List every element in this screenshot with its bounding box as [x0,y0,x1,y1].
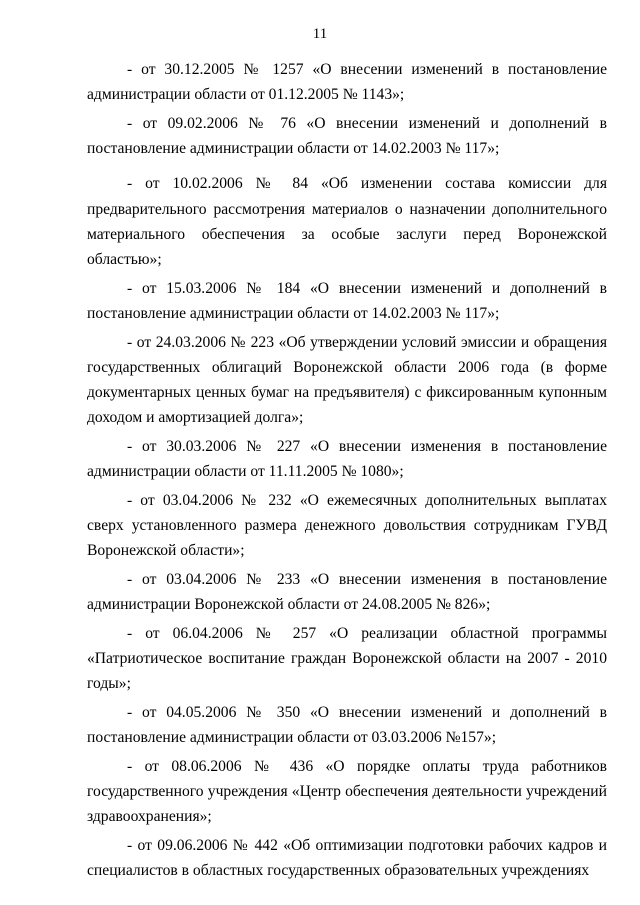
paragraph-9: - от 06.04.2006 № 257 «О реализации областной программы «Патриотическое воспитание граждан Воронежской области на 2007 - 2010 годы»; [87,624,607,693]
paragraph-10: - от 04.05.2006 № 350 «О внесении изменений и дополнений в постановление администрации области от 03.03.2006 №157»; [87,703,607,747]
paragraph-12: - от 09.06.2006 № 442 «Об оптимизации подготовки рабочих кадров и специалистов в областных государственных образовательных учреждениях [87,836,607,880]
page-number: 11 [312,26,328,42]
paragraph-11: - от 08.06.2006 № 436 «О порядке оплаты труда работников государственного учреждения «Центр обеспечения деятельности учреждений здравоохранения»; [87,757,607,826]
document-body [87,57,607,883]
paragraph-5: - от 24.03.2006 № 223 «Об утверждении условий эмиссии и обращения государственных облигаций Воронежской области 2006 года (в форме документарных ценных бумаг на предъявителя) с фиксированным купонным доходом и амортизацией долга»; [87,333,607,427]
paragraph-6: - от 30.03.2006 № 227 «О внесении изменения в постановление администрации области от 11.11.2005 № 1080»; [87,437,607,481]
paragraph-2: - от 09.02.2006 № 76 «О внесении изменений и дополнений в постановление администрации области от 14.02.2003 № 117»; [87,114,607,158]
paragraph-3: - от 10.02.2006 № 84 «Об изменении состава комиссии для предварительного рассмотрения материалов о назначении дополнительного материального обеспечения за особые заслуги перед Воронежской областью»; [87,175,607,268]
paragraph-8: - от 03.04.2006 № 233 «О внесении изменения в постановление администрации Воронежской области от 24.08.2005 № 826»; [87,570,607,614]
paragraph-1: - от 30.12.2005 № 1257 «О внесении изменений в постановление администрации области от 01.12.2005 № 1143»; [87,61,607,104]
paragraph-4: - от 15.03.2006 № 184 «О внесении изменений и дополнений в постановление администрации области от 14.02.2003 № 117»; [87,279,607,322]
paragraph-7: - от 03.04.2006 № 232 «О ежемесячных дополнительных выплатах сверх установленного размера денежного довольствия сотрудникам ГУВД Воронежской области»; [87,491,607,560]
